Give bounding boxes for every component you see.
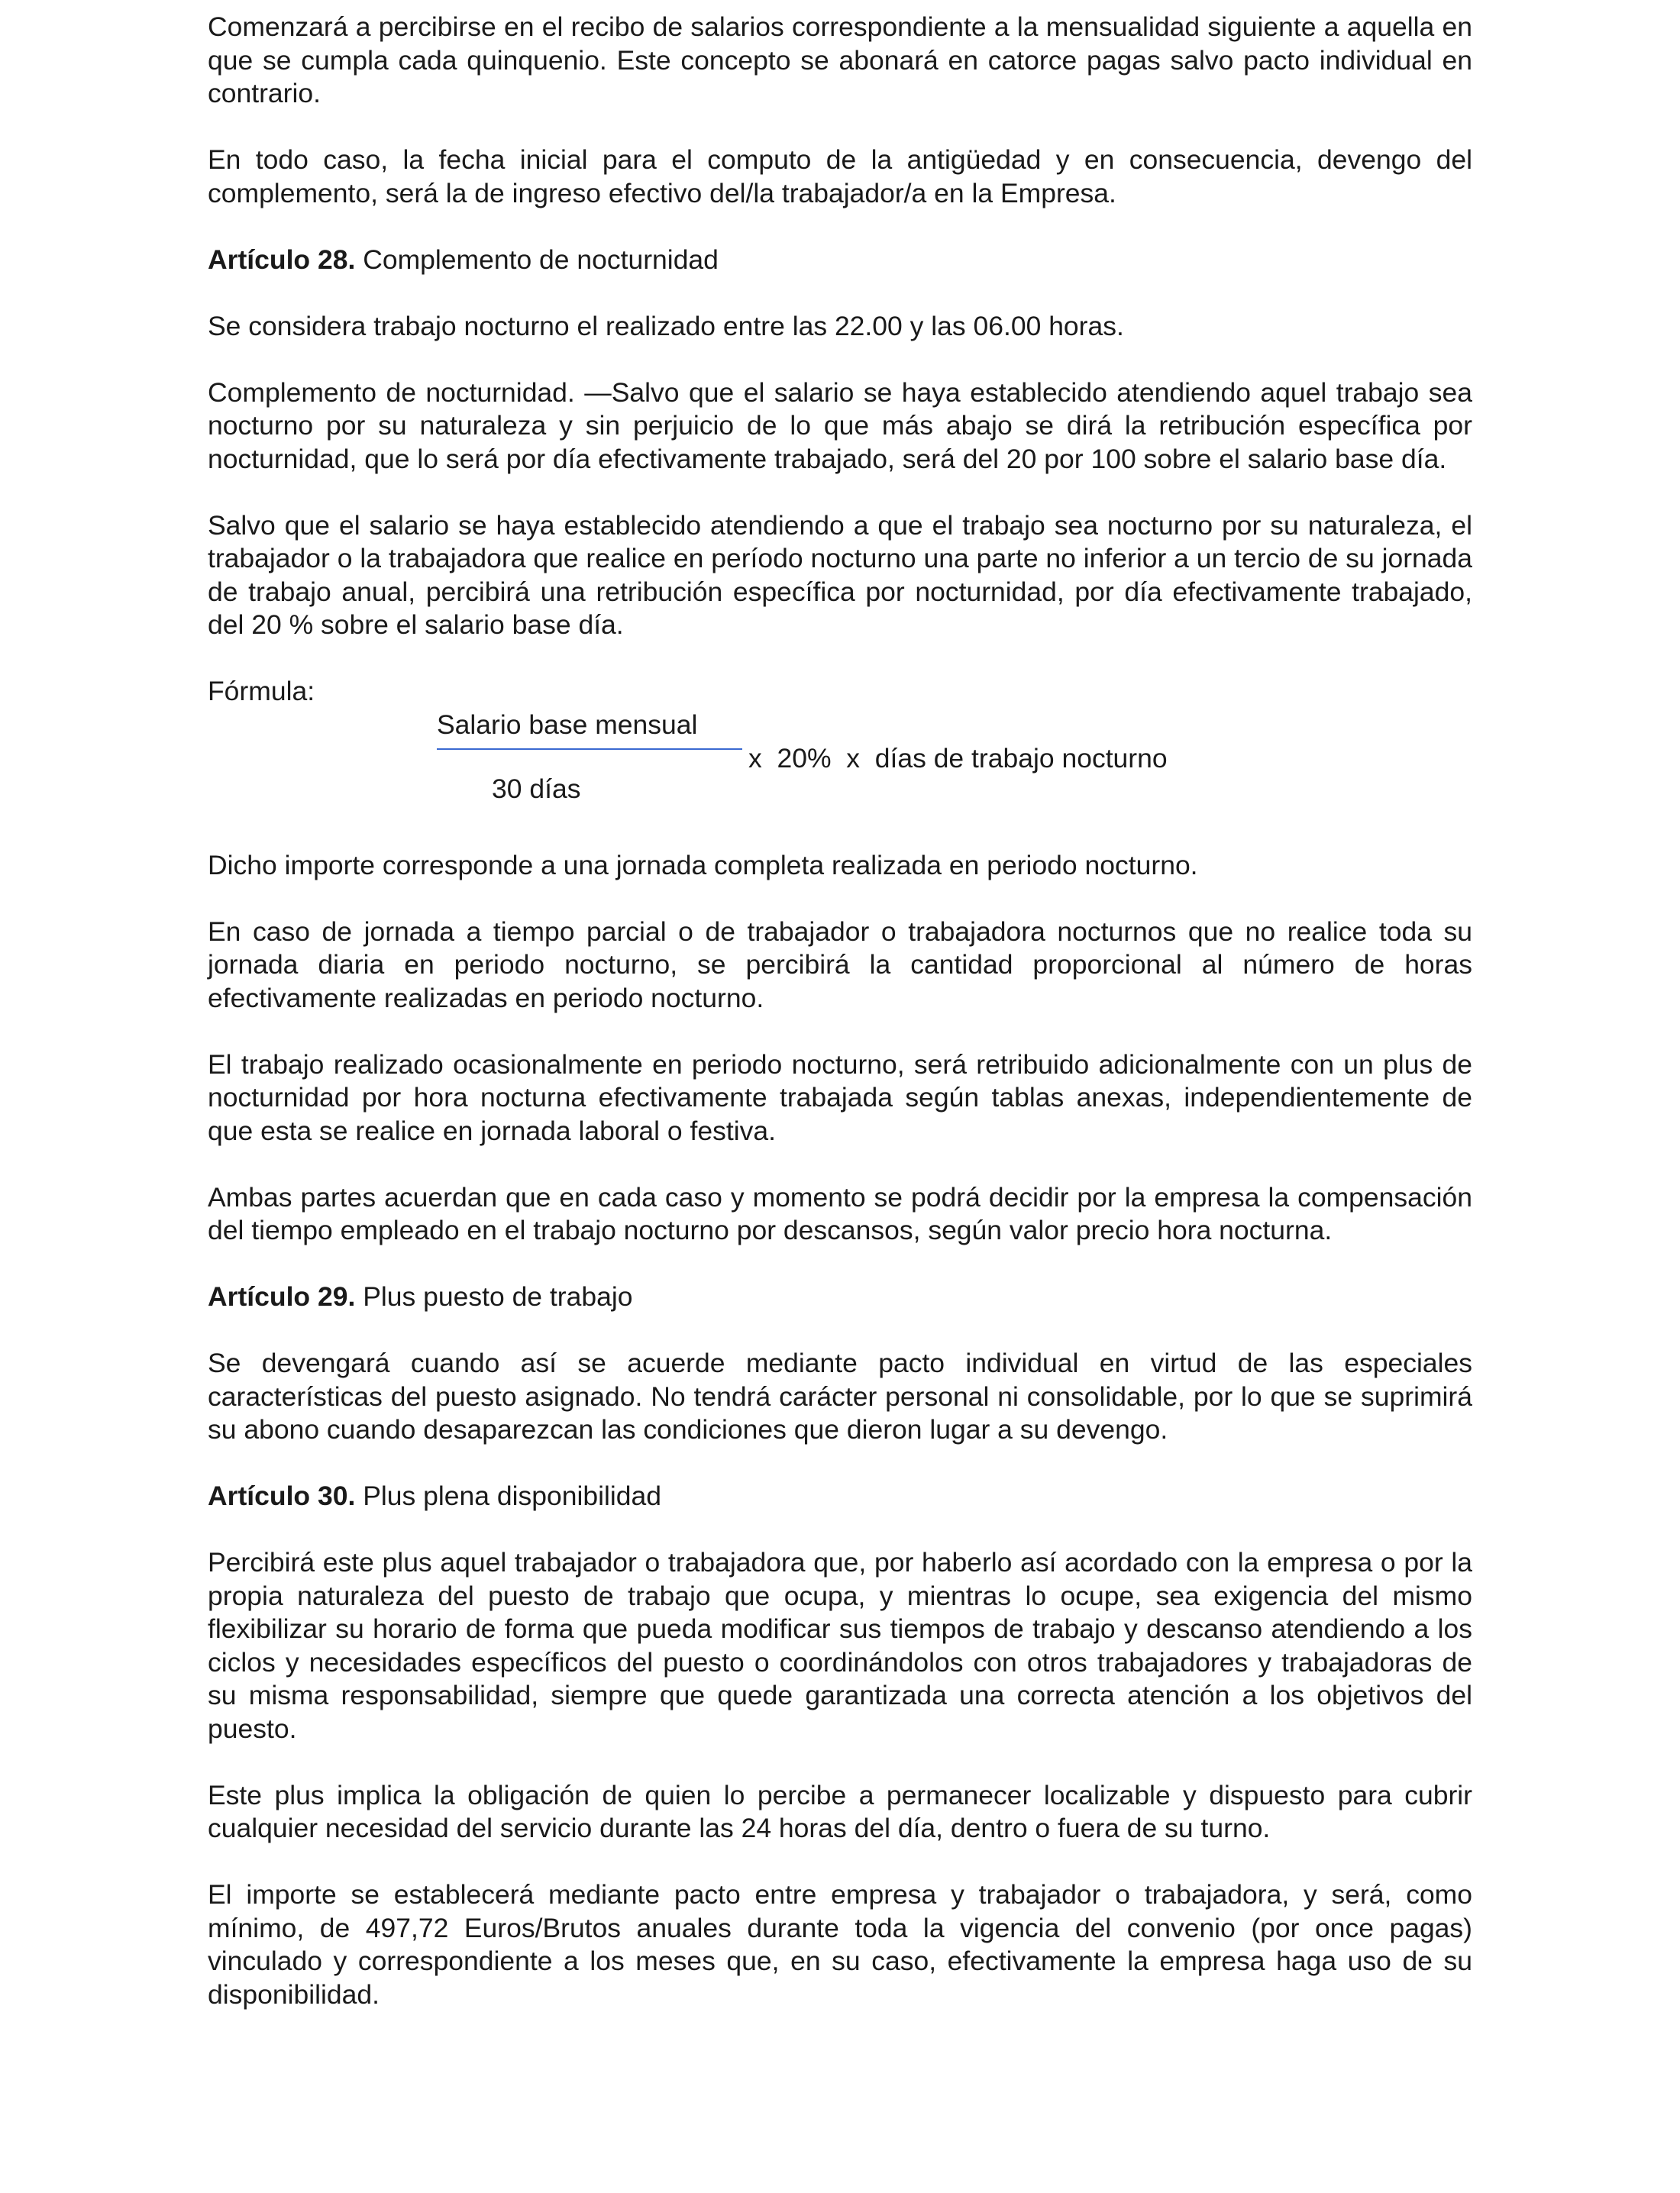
formula-denominator: 30 días bbox=[492, 773, 581, 804]
paragraph: Dicho importe corresponde a una jornada completa realizada en periodo nocturno. bbox=[208, 849, 1198, 880]
article-label: Artículo 28. bbox=[208, 244, 356, 275]
paragraph: El importe se establecerá mediante pacto entre empresa y trabajador o trabajadora, y será, como mínimo, de 497,72 Euros/Brutos anuales durante toda la vigencia del convenio (por once pagas) vinculado y correspondiente a los meses que, en su caso, efectivamente la empresa haga uso de su disponibilidad. bbox=[208, 1879, 1472, 2010]
paragraph: Salvo que el salario se haya establecido atendiendo a que el trabajo sea nocturno por su naturaleza, el trabajador o la trabajadora que realice en período nocturno una parte no inferior a un tercio de su jornada de trabajo anual, percibirá una retribución específica por nocturnidad, por día efectivamente trabajado, del 20 % sobre el salario base día. bbox=[208, 509, 1472, 640]
article-29-heading bbox=[208, 1281, 1472, 1314]
paragraph: Percibirá este plus aquel trabajador o trabajadora que, por haberlo así acordado con la empresa o por la propia naturaleza del puesto de trabajo que ocupa, y mientras lo ocupe, sea exigencia del mismo flexibilizar su horario de forma que pueda modificar sus tiempos de trabajo y descanso atendiendo a los ciclos y necesidades específicos del puesto o coordinándolos con otros trabajadores y trabajadoras de su misma responsabilidad, siempre que quede garantizada una correcta atención a los objetivos del puesto. bbox=[208, 1547, 1472, 1744]
paragraph: En todo caso, la fecha inicial para el computo de la antigüedad y en consecuencia, devengo del complemento, será la de ingreso efectivo del/la trabajador/a en la Empresa. bbox=[208, 144, 1472, 208]
formula-label: Fórmula: bbox=[208, 676, 315, 706]
article-label: Artículo 30. bbox=[208, 1481, 356, 1511]
paragraph: Complemento de nocturnidad. —Salvo que el salario se haya establecido atendiendo aquel trabajo sea nocturno por su naturaleza y sin perjuicio de lo que más abajo se dirá la retribución específica por nocturnidad, que lo será por día efectivamente trabajado, será del 20 por 100 sobre el salario base día. bbox=[208, 376, 1472, 474]
paragraph: Comenzará a percibirse en el recibo de salarios correspondiente a la mensualidad siguiente a aquella en que se cumpla cada quinquenio. Este concepto se abonará en catorce pagas salvo pacto individual en contrario. bbox=[208, 11, 1472, 108]
article-label: Artículo 29. bbox=[208, 1281, 356, 1312]
formula bbox=[208, 709, 1472, 816]
article-title: Complemento de nocturnidad bbox=[355, 244, 719, 275]
paragraph: Se considera trabajo nocturno el realizado entre las 22.00 y las 06.00 horas. bbox=[208, 310, 1124, 341]
paragraph: Se devengará cuando así se acuerde mediante pacto individual en virtud de las especiales características del puesto asignado. No tendrá carácter personal ni consolidable, por lo que se suprimirá su abono cuando desaparezcan las condiciones que dieron lugar a su devengo. bbox=[208, 1348, 1472, 1445]
document-page bbox=[208, 11, 1472, 2045]
paragraph: Ambas partes acuerdan que en cada caso y momento se podrá decidir por la empresa la compensación del tiempo empleado en el trabajo nocturno por descansos, según valor precio hora nocturna. bbox=[208, 1181, 1472, 1245]
paragraph: En caso de jornada a tiempo parcial o de trabajador o trabajadora nocturnos que no realice toda su jornada diaria en periodo nocturno, se percibirá la cantidad proporcional al número de horas efectivamente realizadas en periodo nocturno. bbox=[208, 916, 1472, 1013]
article-title: Plus puesto de trabajo bbox=[355, 1281, 633, 1312]
paragraph: El trabajo realizado ocasionalmente en periodo nocturno, será retribuido adicionalmente con un plus de nocturnidad por hora nocturna efectivamente trabajada según tablas anexas, independientemente de que esta se realice en jornada laboral o festiva. bbox=[208, 1048, 1472, 1146]
formula-numerator: Salario base mensual bbox=[437, 709, 698, 740]
paragraph: Este plus implica la obligación de quien lo percibe a permanecer localizable y dispuesto para cubrir cualquier necesidad del servicio durante las 24 horas del día, dentro o fuera de su turno. bbox=[208, 1779, 1472, 1843]
fraction-line bbox=[437, 748, 742, 750]
formula-multiplier: x 20% x días de trabajo nocturno bbox=[748, 742, 1168, 774]
article-title: Plus plena disponibilidad bbox=[355, 1481, 661, 1511]
article-28-heading bbox=[208, 244, 1472, 277]
article-30-heading bbox=[208, 1480, 1472, 1513]
